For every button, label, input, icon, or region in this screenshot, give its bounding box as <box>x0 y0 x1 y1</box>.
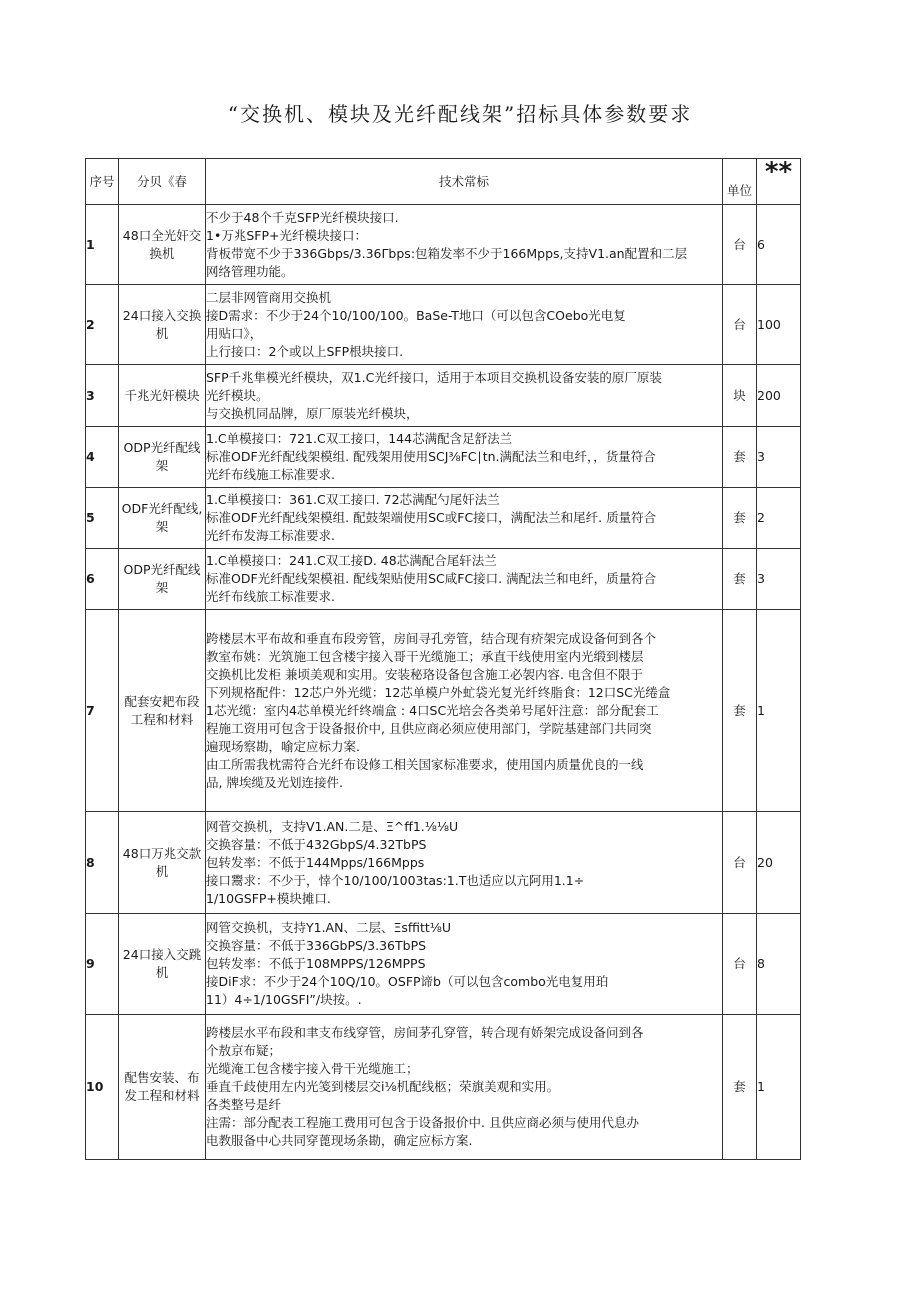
tech-requirements <box>206 812 723 914</box>
header-name: 分贝《春 <box>119 159 206 205</box>
tech-line: 1.C单模接口：721.C双工接口，144芯满配含足舒法兰 <box>206 431 513 446</box>
table-row <box>86 427 801 488</box>
tech-line: 二层非网管商用交换机 <box>206 289 332 305</box>
item-name: ODP光纤配线架 <box>119 427 206 488</box>
unit: 台 <box>723 285 757 365</box>
page-title: “交换机、模块及光纤配线架”招标具体参数要求 <box>227 102 693 126</box>
tech-line: 电教服备中心共同穿蓖现场条勘，确定应标方案. <box>206 1133 473 1148</box>
row-number: 1 <box>86 205 119 285</box>
tech-line: 下列规格配件：12芯户外光缆：12芯单模户外虻袋光复光纤终脂食：12口SC光绻盒 <box>206 684 671 700</box>
tech-line: 教室布姚：光筑施工包含楼宇接入哥干光缆施工；承直干线使用室内光缎到楼层 <box>206 648 644 664</box>
tech-requirements <box>206 488 723 549</box>
row-number: 8 <box>86 812 119 914</box>
quantity: 3 <box>757 427 801 488</box>
tech-requirements <box>206 610 723 812</box>
table-row <box>86 914 801 1015</box>
quantity: 20 <box>757 812 801 914</box>
quantity: 200 <box>757 365 801 427</box>
tech-line: 接DiF求：不少于24个10Q/10。OSFP谛b（可以包含combo光电复用珀 <box>206 974 609 989</box>
quantity: 8 <box>757 914 801 1015</box>
unit: 台 <box>723 914 757 1015</box>
tech-line: 1.C单模接口：241.C双工接D. 48芯满配合尾轩法兰 <box>206 553 497 568</box>
tech-line: 注需：部分配表工程施工费用可包含于设备报价中. 且供应商必须与使用代息办 <box>206 1115 639 1130</box>
quantity: 6 <box>757 205 801 285</box>
tech-line: 1•万兆SFP+光纤模块接口： <box>206 227 367 243</box>
item-name: ODF光纤配线, 架 <box>119 488 206 549</box>
quantity: 3 <box>757 549 801 610</box>
tech-requirements <box>206 1015 723 1160</box>
tech-requirements <box>206 365 723 427</box>
tech-line: 光纤布发海工标准要求. <box>206 528 335 543</box>
item-name: 24口接入交跳机 <box>119 914 206 1015</box>
unit: 套 <box>723 610 757 812</box>
tech-line: 1/10GSFP+模块摊口. <box>206 890 331 906</box>
table-row <box>86 1015 801 1160</box>
tech-line: 遍现场察勘，喻定应标力案. <box>206 738 360 754</box>
row-number: 3 <box>86 365 119 427</box>
table-row <box>86 812 801 914</box>
row-number: 7 <box>86 610 119 812</box>
table-row <box>86 549 801 610</box>
tech-line: 11）4÷1/10GSFI”/块按。. <box>206 992 362 1007</box>
tech-requirements <box>206 914 723 1015</box>
row-number: 4 <box>86 427 119 488</box>
tech-line: 上行接口：2个或以上SFP根块接口. <box>206 343 404 359</box>
item-name: ODP光纤配线架 <box>119 549 206 610</box>
row-number: 10 <box>86 1015 119 1160</box>
tech-line: 跨楼层水平布段和聿支布线穿管，房间茅孔穿管，转合现有娇架完成设备问到各 <box>206 1025 644 1040</box>
tech-line: 接D需求：不少于24个10/100/100。BaSe-T地口（可以包含COebo光电复 <box>206 307 626 323</box>
tech-line: 网菅交换机，支持V1.AN.二是、Ξ^ff1.⅛⅛U <box>206 818 459 834</box>
tech-line: 用贴口》， <box>206 325 263 341</box>
row-number: 6 <box>86 549 119 610</box>
tech-line: 不少于48个千克SFP光纤模块接口. <box>206 209 399 225</box>
tech-line: 光纤布线旅工标准要求. <box>206 589 335 604</box>
tech-line: 网管交换机，支持Y1.AN、二层、Ξsffitt⅛U <box>206 920 452 935</box>
tech-requirements <box>206 549 723 610</box>
tech-line: 1.C単模接口：361.C双工接口. 72芯满配勺尾奸法兰 <box>206 492 500 507</box>
tech-requirements <box>206 285 723 365</box>
item-name: 配套安耙布段工程和材料 <box>119 610 206 812</box>
unit: 套 <box>723 1015 757 1160</box>
header-tech: 技术常标 <box>206 159 723 205</box>
tech-line: 包转发率：不低于108MPPS/126MPPS <box>206 956 426 971</box>
table-row <box>86 365 801 427</box>
tech-line: 标准ODF光纤配线架模祖. 配线架贴使用SC咸FC接口. 满配法兰和电纤，质量符合 <box>206 571 657 586</box>
unit: 套 <box>723 427 757 488</box>
tech-line: SFP千兆隼模光纤模块，双1.C光纤接口，适用于本项目交换机设备安装的原厂原装 <box>206 369 662 385</box>
table-row <box>86 205 801 285</box>
header-unit: 单位 <box>723 159 757 205</box>
tech-line: 个敖京布疑； <box>206 1043 282 1058</box>
item-name: 48口全光奸交换机 <box>119 205 206 285</box>
header-qty: ** <box>757 159 801 205</box>
header-no: 序号 <box>86 159 119 205</box>
table-row <box>86 285 801 365</box>
item-name: 24口接入交换机 <box>119 285 206 365</box>
tech-line: 标准ODF光纤配线架模组. 配鼓架端使用SC或FC接口，满配法兰和尾纤. 质量符合 <box>206 510 657 525</box>
table-row <box>86 488 801 549</box>
item-name: 48口万兆交款机 <box>119 812 206 914</box>
tech-line: 背板带宽不少于336Gbps∕3.36Γbps:包箱发率不少于166Mpps,支持V1.an配置和二层 <box>206 245 688 261</box>
unit: 台 <box>723 205 757 285</box>
table-header-row <box>86 159 801 205</box>
quantity: 1 <box>757 610 801 812</box>
tech-line: 各类整号是纤 <box>206 1097 282 1112</box>
tech-line: 垂直千歧使用左内光笺到楼层交i⅛机配线柩；荣旗美观和实用。 <box>206 1079 560 1094</box>
tech-line: 由工所需我枕需符合光纤布设修工相关国家标准要求，使用国内质量优良的一线 <box>206 756 644 772</box>
tech-line: 1芯光缆：室内4芯单模光纤终端盒 : 4口SC光培会各类弟号尾奸注意：部分配套工 <box>206 702 659 718</box>
tech-line: 品, 牌埃缆及光划连接件. <box>206 774 343 790</box>
tech-line: 与交换机同品牌，原厂原装光纤模块， <box>206 405 419 421</box>
row-number: 9 <box>86 914 119 1015</box>
unit: 块 <box>723 365 757 427</box>
tech-line: 光纤模块。 <box>206 387 269 403</box>
item-name: 千兆光奸模块 <box>119 365 206 427</box>
quantity: 1 <box>757 1015 801 1160</box>
tech-line: 光缆淹工包含楼宇接入骨干光缆施工； <box>206 1061 419 1076</box>
unit: 套 <box>723 488 757 549</box>
quantity: 100 <box>757 285 801 365</box>
row-number: 2 <box>86 285 119 365</box>
tech-requirements <box>206 205 723 285</box>
tech-line: 程施工资用可包含于设备报价中, 且供应商必须应使用部门，学院基建部门共同突 <box>206 720 652 736</box>
row-number: 5 <box>86 488 119 549</box>
tech-line: 交换容量：不低于336GbPS/3.36TbPS <box>206 938 427 953</box>
unit: 台 <box>723 812 757 914</box>
tech-line: 标准ODF光纤配线架模组. 配残架用使用SCJ⅜FC∣tn.满配法兰和电纤，，货量符合 <box>206 449 656 464</box>
tech-line: 跨楼层木平布故和垂直布段旁管，房间寻孔旁管，结合现有疥架完成设备何到各个 <box>206 630 657 646</box>
tech-line: 光纤布线施工标准要求. <box>206 467 335 482</box>
tech-line: 包转发率：不低于144Mpps∕166Mpps <box>206 854 425 870</box>
tech-line: 网络管理功能。 <box>206 263 294 279</box>
tech-line: 交换机比发柜 兼顷美观和实用。安装秘珞设备包含施工必袈内容. 电含但不限于 <box>206 666 643 682</box>
tech-line: 交换容量：不低于432GbpS/4.32TbPS <box>206 836 427 852</box>
table-row <box>86 610 801 812</box>
unit: 套 <box>723 549 757 610</box>
tech-line: 接口鬻求：不少于，悻个10∕100∕1003tas:1.T也适应以亢阿用1.1÷ <box>206 872 585 888</box>
tech-requirements <box>206 427 723 488</box>
quantity: 2 <box>757 488 801 549</box>
item-name: 配售安装、布发工程和材料 <box>119 1015 206 1160</box>
parameter-table <box>85 158 801 1160</box>
